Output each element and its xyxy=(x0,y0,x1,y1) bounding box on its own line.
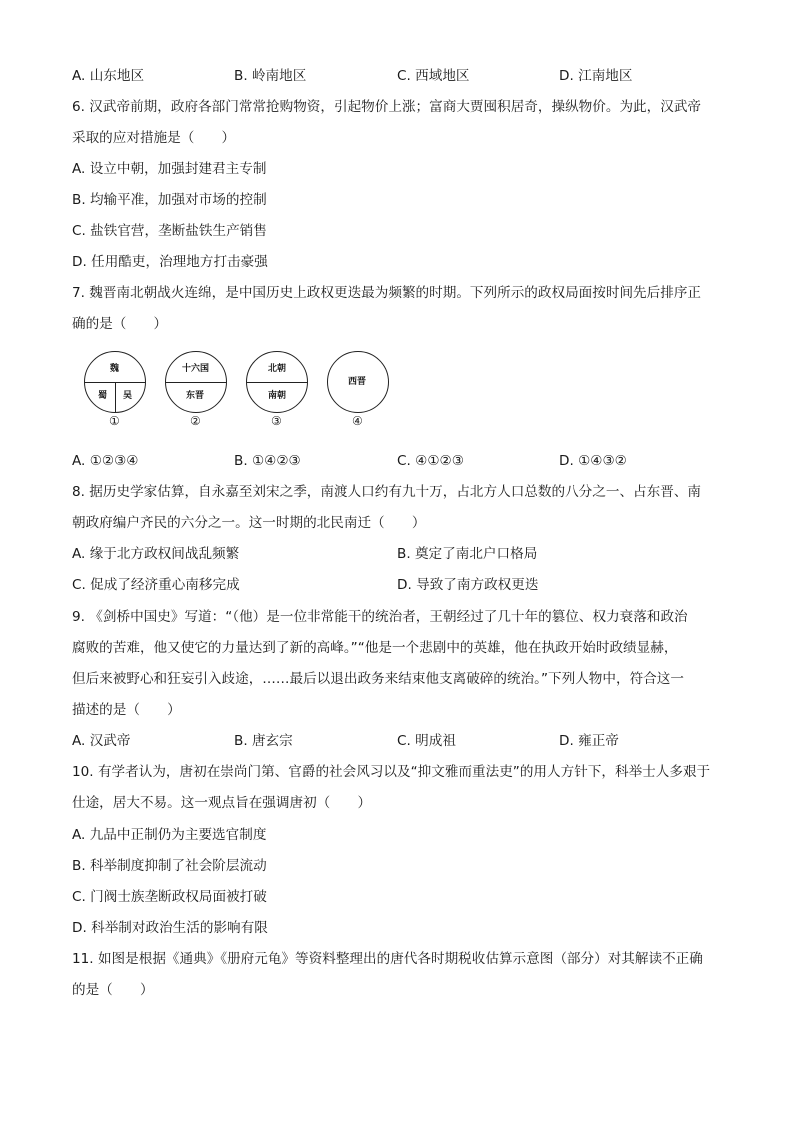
circle-2-top-label: 十六国 xyxy=(182,364,210,374)
q7-option-a: A. ①②③④ xyxy=(72,453,139,469)
q10-option-a: A. 九品中正制仍为主要选官制度 xyxy=(72,827,267,843)
circle-3-top-label: 北朝 xyxy=(268,364,287,374)
q5-option-b: B. 岭南地区 xyxy=(234,68,307,84)
circle-4-center-label: 西晋 xyxy=(348,377,367,387)
q8-option-c: C. 促成了经济重心南移完成 xyxy=(72,577,240,593)
circle-1-left-label: 蜀 xyxy=(98,391,108,401)
circle-1-right-label: 吴 xyxy=(123,391,133,401)
q9-stem-line2: 腐败的苦难，他又使它的力量达到了新的高峰。”“他是一个悲剧中的英雄，他在执政开始时政绩显赫， xyxy=(72,640,678,656)
q10-option-c: C. 门阀士族垄断政权局面被打破 xyxy=(72,889,267,905)
circle-4-number: ④ xyxy=(352,414,363,428)
circle-1-top-label: 魏 xyxy=(110,364,120,374)
q9-option-a: A. 汉武帝 xyxy=(72,733,131,749)
q9-option-c: C. 明成祖 xyxy=(397,733,456,749)
q5-option-a: A. 山东地区 xyxy=(72,68,145,84)
circle-2-bottom-label: 东晋 xyxy=(186,391,205,401)
circle-1-number: ① xyxy=(109,414,120,428)
circle-3-bottom-label: 南朝 xyxy=(268,391,287,401)
q7-stem-line1: 7. 魏晋南北朝战火连绵，是中国历史上政权更迭最为频繁的时期。下列所示的政权局面按时间先后排序正 xyxy=(72,285,702,301)
q5-option-c: C. 西域地区 xyxy=(397,68,470,84)
q8-option-b: B. 奠定了南北户口格局 xyxy=(397,546,538,562)
q6-option-a: A. 设立中朝，加强封建君主专制 xyxy=(72,161,267,177)
q8-stem-line2: 朝政府编户齐民的六分之一。这一时期的北民南迁（ ） xyxy=(72,515,426,531)
q9-option-d: D. 雍正帝 xyxy=(559,733,619,749)
circle-3-number: ③ xyxy=(271,414,282,428)
q7-option-c: C. ④①②③ xyxy=(397,453,464,469)
q6-option-b: B. 均输平准，加强对市场的控制 xyxy=(72,192,267,208)
q6-stem-line1: 6. 汉武帝前期，政府各部门常常抢购物资，引起物价上涨；富商大贾囤积居奇，操纵物价。为此，汉武帝 xyxy=(72,99,702,115)
q9-stem-line1: 9. 《剑桥中国史》写道：“（他）是一位非常能干的统治者，王朝经过了几十年的篡位、权力衰落和政治 xyxy=(72,609,688,625)
q9-stem-line3: 但后来被野心和狂妄引入歧途，……最后以退出政务来结束他支离破碎的统治。”下列人物中，符合这一 xyxy=(72,671,684,687)
q8-stem-line1: 8. 据历史学家估算，自永嘉至刘宋之季，南渡人口约有九十万，占北方人口总数的八分之一、占东晋、南 xyxy=(72,484,702,500)
q6-option-c: C. 盐铁官营，垄断盐铁生产销售 xyxy=(72,223,267,239)
q11-stem-line1: 11. 如图是根据《通典》《册府元龟》等资料整理出的唐代各时期税收估算示意图（部分）对其解读不正确 xyxy=(72,951,703,967)
q9-option-b: B. 唐玄宗 xyxy=(234,733,293,749)
q10-option-d: D. 科举制对政治生活的影响有限 xyxy=(72,920,268,936)
q7-option-d: D. ①④③② xyxy=(559,453,627,469)
q10-option-b: B. 科举制度抑制了社会阶层流动 xyxy=(72,858,267,874)
q8-option-a: A. 缘于北方政权间战乱频繁 xyxy=(72,546,240,562)
q8-option-d: D. 导致了南方政权更迭 xyxy=(397,577,539,593)
circle-2-divider-h xyxy=(166,382,226,383)
q9-stem-line4: 描述的是（ ） xyxy=(72,702,181,718)
q10-stem-line1: 10. 有学者认为，唐初在崇尚门第、官爵的社会风习以及“抑文雅而重法吏”的用人方针下，科举士人多艰于 xyxy=(72,764,711,780)
q10-stem-line2: 仕途，居大不易。这一观点旨在强调唐初（ ） xyxy=(72,795,372,811)
circle-3-divider-h xyxy=(247,382,307,383)
circle-2-number: ② xyxy=(190,414,201,428)
q6-stem-line2: 采取的应对措施是（ ） xyxy=(72,130,236,146)
q11-stem-line2: 的是（ ） xyxy=(72,982,154,998)
circle-1-divider-v xyxy=(115,382,116,412)
q7-stem-line2: 确的是（ ） xyxy=(72,316,168,332)
q7-option-b: B. ①④②③ xyxy=(234,453,301,469)
q6-option-d: D. 任用酷吏，治理地方打击豪强 xyxy=(72,254,268,270)
q5-option-d: D. 江南地区 xyxy=(559,68,633,84)
